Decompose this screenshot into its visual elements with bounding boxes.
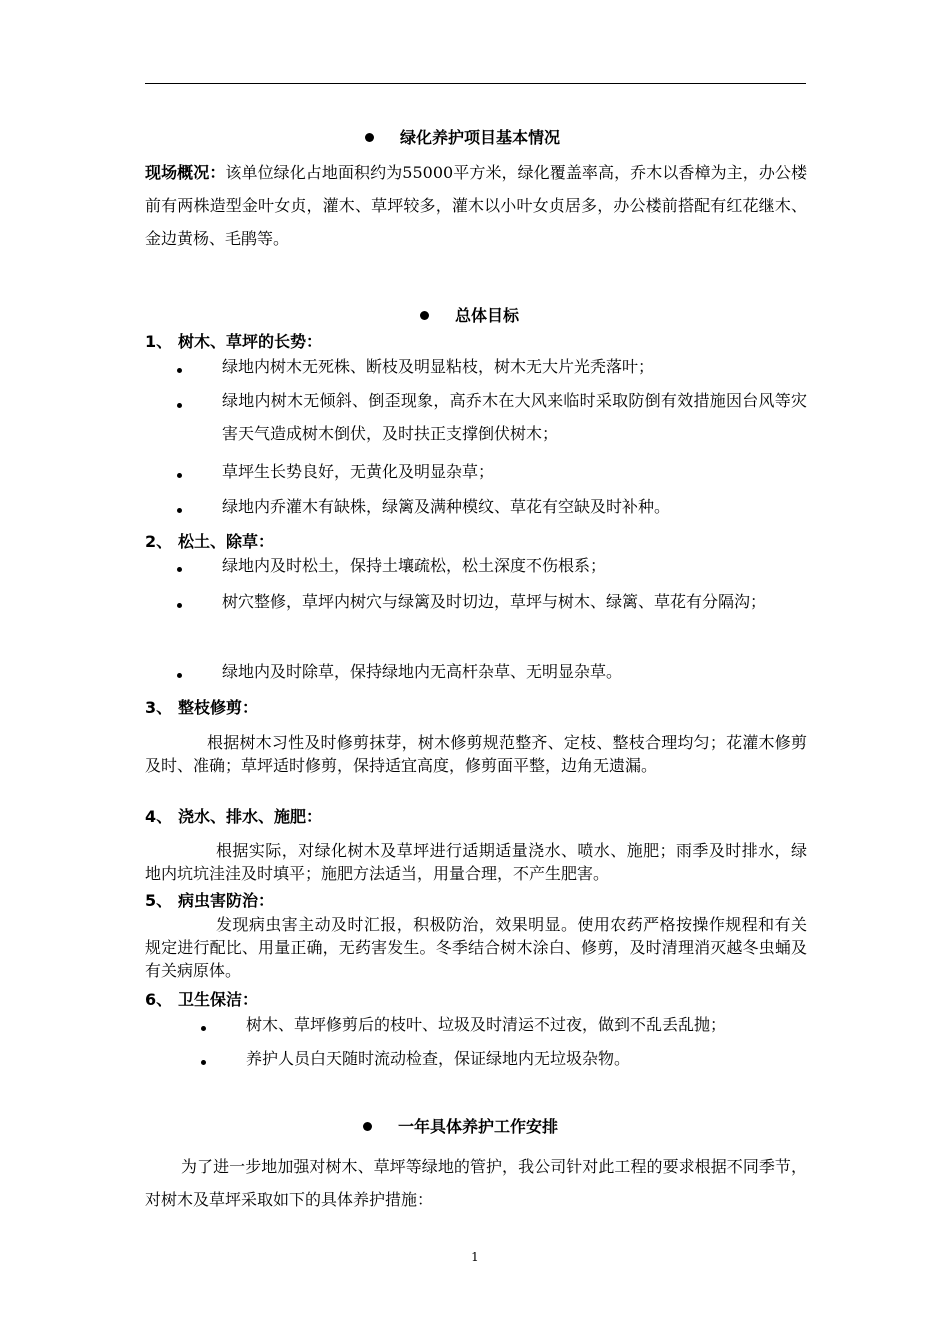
item-paragraph: 根据实际，对绿化树木及草坪进行适期适量浇水、喷水、施肥；雨季及时排水，绿地内坑坑洼洼及时填平；施肥方法适当，用量合理，不产生肥害。: [145, 841, 807, 883]
goal-item-heading: [145, 891, 274, 911]
list-item: 草坪生长势良好，无黄化及明显杂草；: [222, 462, 495, 481]
item-number: 5、: [145, 891, 173, 910]
goal-item-heading: [145, 807, 322, 827]
item-paragraph: 根据树木习性及时修剪抹芽，树木修剪规范整齐、定枝、整枝合理均匀；花灌木修剪及时、准确；草坪适时修剪，保持适宜高度，修剪面平整，边角无遗漏。: [145, 733, 807, 775]
list-item: 绿地内树木无倾斜、倒歪现象，高乔木在大风来临时采取防倒有效措施因台风等灾害天气造成树木倒伏，及时扶正支撑倒伏树木；: [222, 391, 807, 443]
bullet-dot-icon: [420, 311, 429, 320]
section-title: 总体目标: [455, 306, 520, 325]
item-title: 松土、除草：: [178, 532, 275, 551]
site-overview-label: 现场概况：: [145, 163, 226, 182]
item-number: 6、: [145, 990, 173, 1009]
bullet-icon: [201, 1026, 206, 1031]
section-heading-schedule: [363, 1117, 558, 1137]
list-item: 绿地内树木无死株、断枝及明显粘枝，树木无大片光秃落叶；: [222, 357, 655, 376]
item-title: 浇水、排水、施肥：: [178, 807, 323, 826]
bullet-icon: [177, 403, 182, 408]
bullet-icon: [177, 603, 182, 608]
goal-item-heading: [145, 990, 258, 1010]
schedule-paragraph: 为了进一步地加强对树木、草坪等绿地的管护，我公司针对此工程的要求根据不同季节，对树木及草坪采取如下的具体养护措施：: [145, 1157, 807, 1209]
goal-item-heading: [145, 698, 258, 718]
section-heading-basic: [365, 128, 560, 148]
list-item: 养护人员白天随时流动检查，保证绿地内无垃圾杂物。: [246, 1049, 631, 1068]
item-paragraph: 发现病虫害主动及时汇报，积极防治，效果明显。使用农药严格按操作规程和有关规定进行配比、用量正确，无药害发生。冬季结合树木涂白、修剪，及时清理消灭越冬虫蛹及有关病原体。: [145, 915, 807, 980]
section-title: 绿化养护项目基本情况: [400, 128, 561, 147]
item-number: 3、: [145, 698, 173, 717]
site-overview-paragraph: [145, 156, 807, 255]
item-number: 1、: [145, 332, 173, 351]
bullet-icon: [201, 1060, 206, 1065]
site-overview-text: 该单位绿化占地面积约为55000平方米，绿化覆盖率高，乔木以香樟为主，办公楼前有两株造型金叶女贞，灌木、草坪较多，灌木以小叶女贞居多，办公楼前搭配有红花继木、金边黄杨、毛鹃等。: [145, 163, 807, 248]
header-rule: [145, 83, 806, 84]
section-heading-goals: [420, 306, 519, 326]
item-number: 4、: [145, 807, 173, 826]
bullet-dot-icon: [365, 133, 374, 142]
bullet-icon: [177, 473, 182, 478]
list-item: 绿地内及时除草，保持绿地内无高杆杂草、无明显杂草。: [222, 662, 623, 681]
page-number: 1: [471, 1250, 479, 1264]
list-item: 树穴整修，草坪内树穴与绿篱及时切边，草坪与树木、绿篱、草花有分隔沟；: [222, 592, 767, 611]
bullet-icon: [177, 508, 182, 513]
item-title: 整枝修剪：: [178, 698, 259, 717]
bullet-icon: [177, 368, 182, 373]
goal-item-heading: [145, 332, 322, 352]
bullet-icon: [177, 673, 182, 678]
section-title: 一年具体养护工作安排: [398, 1117, 559, 1136]
item-title: 病虫害防治：: [178, 891, 275, 910]
item-title: 树木、草坪的长势：: [178, 332, 323, 351]
item-title: 卫生保洁：: [178, 990, 259, 1009]
bullet-dot-icon: [363, 1122, 372, 1131]
item-number: 2、: [145, 532, 173, 551]
list-item: 绿地内及时松土，保持土壤疏松，松土深度不伤根系；: [222, 556, 607, 575]
list-item: 树木、草坪修剪后的枝叶、垃圾及时清运不过夜，做到不乱丢乱抛；: [246, 1015, 727, 1034]
bullet-icon: [177, 567, 182, 572]
list-item: 绿地内乔灌木有缺株，绿篱及满种模纹、草花有空缺及时补种。: [222, 497, 671, 516]
